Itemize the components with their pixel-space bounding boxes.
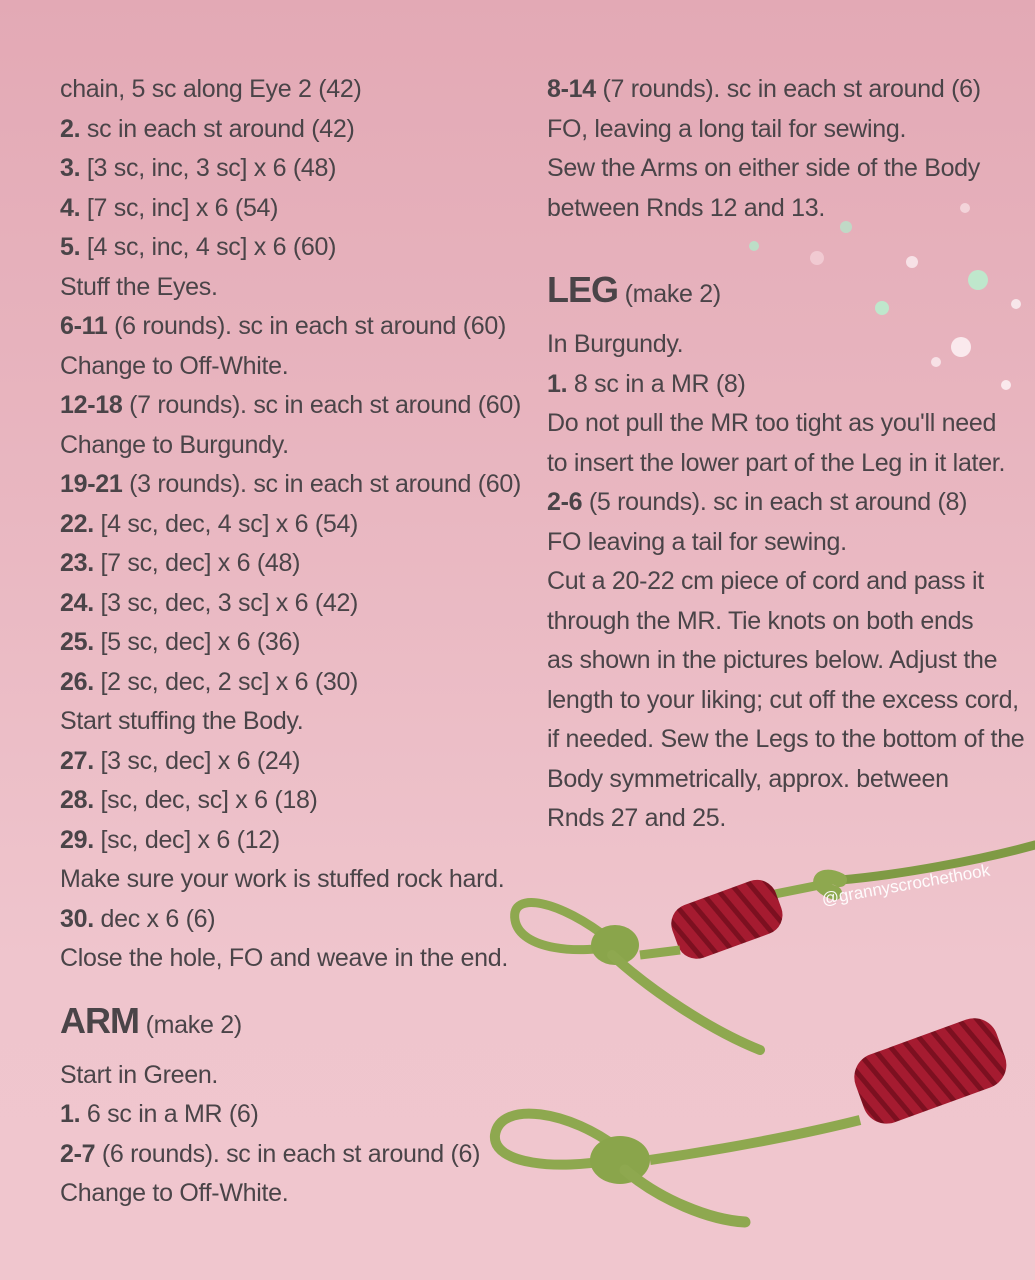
instruction-text: through the MR. Tie knots on both ends [547,606,974,635]
instruction-line [60,70,520,110]
instruction-text: Make sure your work is stuffed rock hard. [60,865,505,893]
instruction-text: 8 sc in a MR (8) [567,369,746,398]
instruction-text: Body symmetrically, approx. between [547,764,949,793]
instruction-text: chain, 5 sc along Eye 2 (42) [60,75,362,103]
instruction-line [60,900,520,940]
instruction-line [60,1135,520,1175]
instruction-text: (6 rounds). sc in each st around (6) [95,1139,481,1168]
round-number: 25. [60,628,94,656]
round-number: 12-18 [60,391,123,419]
round-number: 6-11 [60,312,108,340]
instruction-text: Stuff the Eyes. [60,272,218,301]
instruction-line [60,426,520,466]
instruction-line [60,149,520,189]
instruction-text: (5 rounds). sc in each st around (8) [582,488,968,516]
instruction-text: [3 sc, dec, 3 sc] x 6 (42) [93,588,359,617]
round-number: 23. [60,549,94,577]
instruction-line [60,268,520,308]
instruction-line [60,623,520,663]
instruction-text: [2 sc, dec, 2 sc] x 6 (30) [93,667,359,696]
round-number: 2. [60,114,81,143]
instruction-line [547,562,1017,602]
round-number: 29. [60,825,94,854]
instruction-text: Close the hole, FO and weave in the end. [60,944,509,972]
instruction-text: Sew the Arms on either side of the Body [547,154,980,182]
round-number: 30. [60,904,94,933]
instruction-line [547,365,1017,405]
instruction-text: [4 sc, dec, 4 sc] x 6 (54) [93,509,359,538]
instruction-text: 6 sc in a MR (6) [80,1100,259,1128]
instruction-line [60,110,520,150]
round-number: 28. [60,786,94,814]
instruction-text: FO, leaving a long tail for sewing. [547,114,907,143]
instruction-line [60,544,520,584]
instruction-line [60,1095,520,1135]
instruction-line [60,584,520,624]
instruction-text: Start stuffing the Body. [60,707,304,735]
instruction-line [547,404,1017,444]
leg-title: LEG [547,269,619,310]
instruction-text: [7 sc, dec] x 6 (48) [93,549,301,577]
instruction-line [547,523,1017,563]
round-number: 1. [547,369,568,398]
instruction-line [547,641,1017,681]
instruction-text: as shown in the pictures below. Adjust the [547,646,998,674]
round-number: 4. [60,193,81,222]
instruction-line [60,742,520,782]
instruction-line [60,1174,520,1214]
instruction-line [547,189,1017,229]
instruction-line [60,821,520,861]
instruction-text: Change to Off-White. [60,1179,289,1207]
instruction-text: to insert the lower part of the Leg in it later. [547,448,1006,477]
instruction-text: dec x 6 (6) [93,904,216,933]
round-number: 19-21 [60,470,123,498]
instruction-line [60,228,520,268]
round-number: 26. [60,667,94,696]
instruction-line [547,483,1017,523]
left-column [60,70,520,1214]
watermark: @grannyscrochethook [820,860,992,909]
instruction-text: [4 sc, inc, 4 sc] x 6 (60) [80,233,337,261]
round-number: 22. [60,509,94,538]
instruction-line [60,1056,520,1096]
right-column [547,70,1025,839]
instruction-line [547,444,1017,484]
instruction-text: (6 rounds). sc in each st around (60) [107,312,506,340]
instruction-line [60,939,520,979]
round-number: 2-6 [547,488,583,516]
leg-instructions [547,325,1025,839]
instruction-line [547,149,1017,189]
instruction-line [60,702,520,742]
instruction-line [60,663,520,703]
instruction-text: [sc, dec, sc] x 6 (18) [93,786,318,814]
leg-subtitle: (make 2) [618,280,721,308]
instruction-text: (7 rounds). sc in each st around (60) [122,391,521,419]
round-number: 1. [60,1100,81,1128]
instruction-text: Change to Burgundy. [60,430,289,459]
instruction-text: [7 sc, inc] x 6 (54) [80,193,279,222]
instruction-text: between Rnds 12 and 13. [547,193,826,222]
round-number: 27. [60,746,94,775]
instruction-text: Do not pull the MR too tight as you'll need [547,409,997,437]
instruction-text: if needed. Sew the Legs to the bottom of the [547,725,1025,753]
instruction-line [60,386,520,426]
leg-heading [547,262,1017,317]
arm-title: ARM [60,999,139,1041]
instruction-text: (7 rounds). sc in each st around (6) [595,75,981,103]
instruction-line [547,681,1017,721]
instruction-text: length to your liking; cut off the excess cord, [547,685,1019,714]
round-number: 24. [60,588,94,617]
instruction-line [60,189,520,229]
instruction-text: Cut a 20-22 cm piece of cord and pass it [547,567,984,595]
round-number: 2-7 [60,1139,96,1168]
instruction-line [60,781,520,821]
instruction-text: FO leaving a tail for sewing. [547,527,847,556]
instruction-text: [3 sc, dec] x 6 (24) [93,746,301,775]
instruction-line [547,799,1017,839]
instruction-line [60,465,520,505]
instruction-text: Rnds 27 and 25. [547,804,726,832]
instruction-line [547,70,1017,110]
arm-continued-instructions [547,70,1017,228]
instruction-text: [5 sc, dec] x 6 (36) [93,628,301,656]
arm-instructions [60,1056,520,1214]
instruction-line [547,720,1025,760]
instruction-line [547,602,1017,642]
instruction-line [60,347,520,387]
arm-heading [60,993,520,1048]
instruction-text: sc in each st around (42) [80,114,355,143]
instruction-text: Change to Off-White. [60,351,289,380]
pattern-rounds-list [60,70,520,979]
instruction-line [60,307,520,347]
round-number: 3. [60,154,81,182]
round-number: 8-14 [547,75,596,103]
instruction-line [547,760,1017,800]
instruction-text: (3 rounds). sc in each st around (60) [122,470,521,498]
round-number: 5. [60,233,81,261]
instruction-text: [3 sc, inc, 3 sc] x 6 (48) [80,154,337,182]
instruction-line [547,110,1017,150]
instruction-line [60,505,520,545]
instruction-line [547,325,1017,365]
arm-subtitle: (make 2) [138,1010,242,1039]
instruction-text: [sc, dec] x 6 (12) [93,825,280,854]
instruction-text: In Burgundy. [547,330,684,358]
instruction-text: Start in Green. [60,1060,219,1089]
instruction-line [60,860,520,900]
